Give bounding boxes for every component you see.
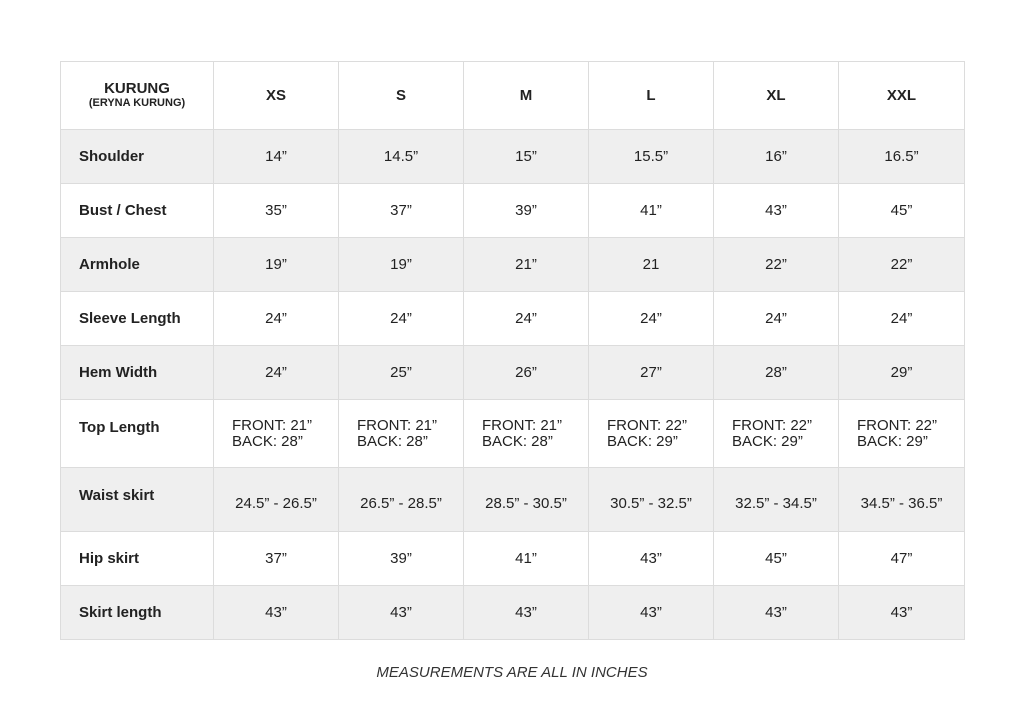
table-cell: 43” [714,184,839,238]
table-cell: 39” [464,184,589,238]
table-cell: 39” [339,532,464,586]
table-cell: 43” [339,586,464,640]
front-length: FRONT: 22” [857,416,938,434]
table-cell: 21 [589,238,714,292]
size-header-xs: XS [214,62,339,130]
row-label-armhole: Armhole [61,238,214,292]
table-row-hem-width [61,346,965,400]
table-cell: 16” [714,130,839,184]
table-cell: 37” [339,184,464,238]
table-cell: 14.5” [339,130,464,184]
size-header-xxl: XXL [839,62,965,130]
back-length: BACK: 28” [357,432,428,450]
table-cell: 26” [464,346,589,400]
table-cell: 43” [214,586,339,640]
table-cell: 24” [839,292,965,346]
front-length: FRONT: 22” [732,416,813,434]
row-label-waist-skirt: Waist skirt [61,468,214,532]
table-cell: 47” [839,532,965,586]
table-row-skirt-length [61,586,965,640]
table-cell: 15.5” [589,130,714,184]
table-cell [839,400,965,468]
size-header-l: L [589,62,714,130]
table-cell: 26.5” - 28.5” [339,468,464,532]
table-cell: 41” [464,532,589,586]
table-cell [214,400,339,468]
size-header-xl: XL [714,62,839,130]
size-header-s: S [339,62,464,130]
front-length: FRONT: 21” [482,416,563,434]
back-length: BACK: 28” [232,432,303,450]
table-cell: 15” [464,130,589,184]
table-cell: 24” [714,292,839,346]
table-cell: 19” [214,238,339,292]
table-cell: 22” [714,238,839,292]
table-cell: 27” [589,346,714,400]
table-cell: 45” [714,532,839,586]
table-row-bust-chest [61,184,965,238]
table-cell: 43” [839,586,965,640]
table-cell [464,400,589,468]
table-cell [339,400,464,468]
table-cell: 24” [214,346,339,400]
table-cell: 28.5” - 30.5” [464,468,589,532]
table-cell: 30.5” - 32.5” [589,468,714,532]
table-row-armhole [61,238,965,292]
table-cell: 43” [589,532,714,586]
row-label-skirt-length: Skirt length [61,586,214,640]
table-cell: 29” [839,346,965,400]
table-row-shoulder [61,130,965,184]
back-length: BACK: 29” [857,432,928,450]
table-cell: 24” [339,292,464,346]
table-cell: 24” [464,292,589,346]
table-cell: 16.5” [839,130,965,184]
back-length: BACK: 28” [482,432,553,450]
back-length: BACK: 29” [732,432,803,450]
table-cell [589,400,714,468]
table-cell: 32.5” - 34.5” [714,468,839,532]
table-row-waist-skirt [61,468,965,532]
table-cell: 25” [339,346,464,400]
table-cell: 43” [464,586,589,640]
table-cell: 35” [214,184,339,238]
table-cell: 14” [214,130,339,184]
table-cell: 24.5” - 26.5” [214,468,339,532]
table-header-row [61,62,965,130]
table-cell: 19” [339,238,464,292]
table-row-hip-skirt [61,532,965,586]
row-label-sleeve-length: Sleeve Length [61,292,214,346]
front-length: FRONT: 21” [357,416,438,434]
front-length: FRONT: 21” [232,416,313,434]
table-cell: 24” [589,292,714,346]
row-label-top-length: Top Length [61,400,214,468]
row-label-shoulder: Shoulder [61,130,214,184]
table-cell: 37” [214,532,339,586]
table-row-sleeve-length [61,292,965,346]
front-length: FRONT: 22” [607,416,688,434]
table-cell: 45” [839,184,965,238]
table-row-top-length [61,400,965,468]
table-cell: 43” [589,586,714,640]
measurement-note: MEASUREMENTS ARE ALL IN INCHES [376,664,648,681]
row-label-bust-chest: Bust / Chest [61,184,214,238]
size-chart-table [60,61,965,640]
table-cell: 24” [214,292,339,346]
table-cell: 34.5” - 36.5” [839,468,965,532]
table-cell: 28” [714,346,839,400]
row-label-hip-skirt: Hip skirt [61,532,214,586]
table-cell [714,400,839,468]
size-header-m: M [464,62,589,130]
table-cell: 43” [714,586,839,640]
table-cell: 41” [589,184,714,238]
corner-header-cell [61,62,214,130]
back-length: BACK: 29” [607,432,678,450]
table-cell: 21” [464,238,589,292]
row-label-hem-width: Hem Width [61,346,214,400]
product-subtitle: (ERYNA KURUNG) [88,97,186,109]
product-title: KURUNG [104,80,170,97]
table-cell: 22” [839,238,965,292]
